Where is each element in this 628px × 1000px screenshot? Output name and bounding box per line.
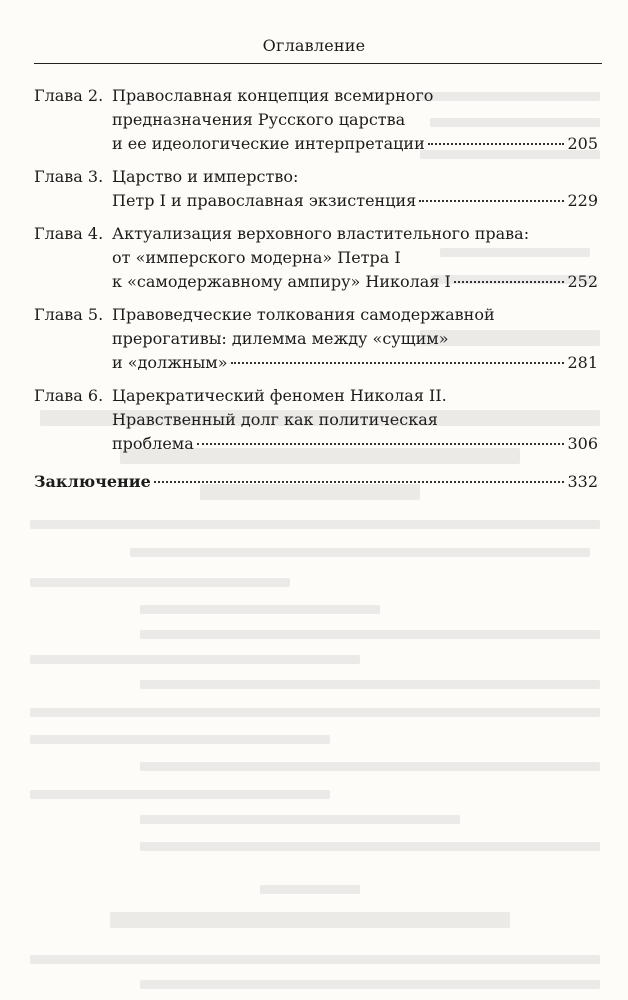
page-number: 306 [567,434,598,453]
header-rule [34,63,602,64]
chapter-title [112,303,598,375]
toc-entry-chapter-2 [34,84,598,156]
toc-entry-chapter-3 [34,165,598,213]
conclusion-label: Заключение [34,472,151,491]
toc-entry-conclusion [34,470,598,494]
title-line: Правоведческие толкования самодержавной [112,305,495,324]
dot-leader [454,281,565,283]
title-line: Нравственный долг как политическая [112,410,438,429]
dot-leader [419,200,564,202]
chapter-label: Глава 5. [34,305,104,324]
title-last-line [112,189,598,213]
title-line: Царство и имперство: [112,167,299,186]
page-number: 281 [567,353,598,372]
page-number: 332 [567,472,598,491]
title-line: Петр I и православная экзистенция [112,191,417,210]
title-last-line [112,432,598,456]
title-line: проблема [112,434,194,453]
page-header-title: Оглавление [262,36,366,55]
toc-entry-chapter-5 [34,303,598,375]
title-line: к «самодержавному ампиру» Николая I [112,272,451,291]
title-line: Православная концепция всемирного [112,86,434,105]
chapter-label: Глава 2. [34,86,104,105]
chapter-label: Глава 4. [34,224,104,243]
dot-leader [154,481,565,483]
page-number: 252 [567,272,598,291]
title-line: и ее идеологические интерпретации [112,134,425,153]
title-line: предназначения Русского царства [112,110,406,129]
chapter-title [112,384,598,456]
title-last-line [112,351,598,375]
chapter-title [112,222,598,294]
chapter-title [112,165,598,213]
page-number: 205 [567,134,598,153]
toc-entry-chapter-4 [34,222,598,294]
title-last-line [112,132,598,156]
page-number: 229 [567,191,598,210]
chapter-title [112,84,598,156]
title-line: Царекратический феномен Николая II. [112,386,447,405]
dot-leader [197,443,565,445]
dot-leader [231,362,565,364]
title-last-line [112,270,598,294]
title-line: прерогативы: дилемма между «сущим» [112,329,449,348]
title-line: и «должным» [112,353,228,372]
title-line: от «имперского модерна» Петра I [112,248,401,267]
title-line: Актуализация верховного властительного права: [112,224,530,243]
chapter-label: Глава 6. [34,386,104,405]
chapter-label: Глава 3. [34,167,104,186]
toc-entry-chapter-6 [34,384,598,456]
dot-leader [428,143,565,145]
table-of-contents [34,84,598,494]
